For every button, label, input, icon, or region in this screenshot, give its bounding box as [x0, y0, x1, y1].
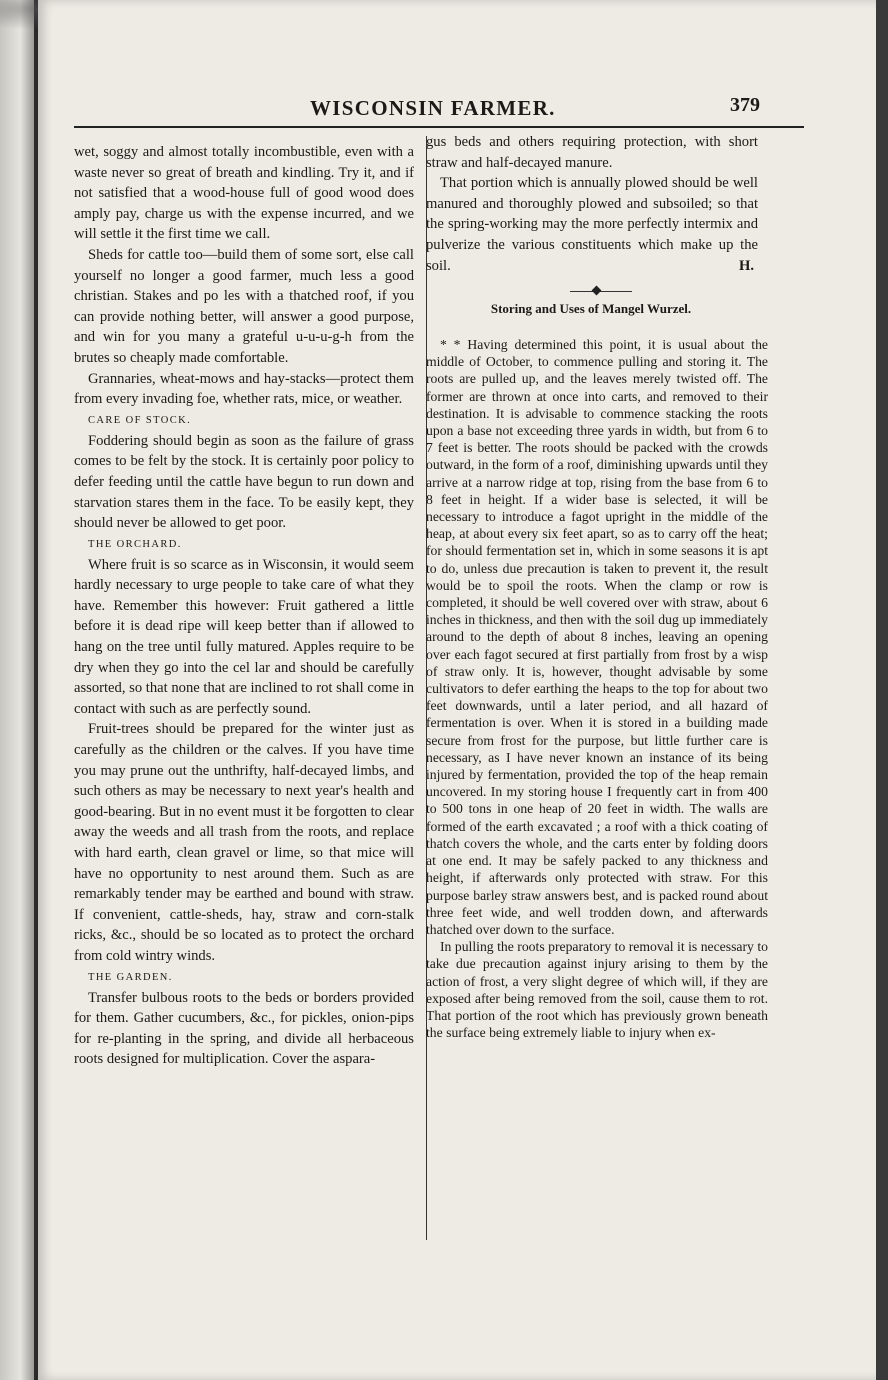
right-column-article — [426, 336, 768, 1236]
previous-page-edge — [0, 0, 34, 1380]
section-heading: THE ORCHARD. — [88, 538, 182, 550]
article-divider — [570, 291, 632, 292]
paragraph: wet, soggy and almost totally incombustible, even with a waste never so great of breath and kindling. Try it, and if not satisfied that a wood-house full of good wood does amply pay, charge us with the expense incurred, and we will settle it the first time we call. — [74, 144, 414, 243]
paragraph: * * Having determined this point, it is usual about the middle of October, to commence pulling and storing it. The roots are pulled up, and the leaves merely twisted off. The former are thrown at once into carts, and removed to their destination. It is advisable to commence stacking the roots upon a base not exceeding three yards in width, but from 6 to 7 feet is better. The roots should be packed with the crowds outward, in the form of a roof, diminishing upwards until they arrive at a narrow ridge at top, rising from the base from 6 to 8 feet in height. If a wider base is selected, it will be necessary to introduce a fagot upright in the middle of the heap, at about every six feet apart, so as to carry off the heat; for should fermentation set in, which in some seasons it is apt to do, unless due precaution is taken to prevent it, the result would be to spoil the roots. When the clamp or row is completed, it should be well covered over with straw, about 6 inches in thickness, and then with the soil dug up immediately around to the depth of about 8 inches, leaving an opening over each fagot secured at first partially from frost by a wisp of straw only. It is, however, thought advisable by some cultivators to defer earthing the heaps to the top for about two feet downwards, until a later period, and all hazard of fermentation is over. When it is stored in a building made secure from frost for the purpose, but little further care is necessary, as I have never known an instance of its being injured by fermentation, provided the top of the heap remain uncovered. In my storing house I frequently cart in from 400 to 500 tons in one heap of 20 feet in width. The walls are formed of the earth excavated ; a roof with a thick coating of thatch covers the whole, and the carts enter by folding doors at one end. It may be safely packed to any thickness and height, if afterwards only protected with straw. For this purpose barley straw answers best, and is packed round about three feet wide, and well trodden down, and afterwards thatched over down to the surface. — [426, 337, 768, 937]
paragraph: Sheds for cattle too—build them of some sort, else call yourself no longer a good farmer, much less a good christian. Stakes and po les with a thatched roof, if you can provide nothing better, will answer a good purpose, and win for you many a grateful u-u-u-g-h from the brutes so cheaply made comfortable. — [74, 246, 414, 366]
paragraph-text: That portion which is annually plowed should be well manured and thoroughly plowed and subsoiled; so that the spring-working may the more perfectly intermix and pulverize the various constituents which make up the soil. — [426, 175, 758, 274]
paragraph: Fruit-trees should be prepared for the winter just as carefully as the children or the calves. If you have time you may prune out the unthrifty, half-decayed limbs, and such others as may be necessary to next year's health and good-bearing. But in no event must it be forgotten to clear away the weeds and all trash from the roots, and replace with hard earth, clean gravel or lime, so that mice will have no opportunity to nest around them. Such as are remarkably tender may be earthed and bound with straw. If convenient, cattle-sheds, hay, straw and corn-stalk ricks, &c., should be so located as to protect the orchard from cold wintry winds. — [74, 721, 414, 964]
section-heading: THE GARDEN. — [88, 971, 173, 983]
signature: H. — [739, 257, 754, 274]
article-title: Storing and Uses of Mangel Wurzel. — [490, 301, 692, 316]
section-heading: CARE OF STOCK. — [88, 414, 192, 426]
paragraph: Where fruit is so scarce as in Wisconsin, it would seem hardly necessary to urge people to take care of what they have. Remember this however: Fruit gathered a little before it is dead ripe will keep better than if allowed to hang on the tree until fully matured. Apples require to be dry when they go into the cel lar and should be carefully assorted, so that none that are inclined to rot shall come in contact with such as are perfectly sound. — [74, 556, 414, 717]
paragraph: Grannaries, wheat-mows and hay-stacks—protect them from every invading foe, whether rats, mice, or weather. — [74, 370, 414, 408]
page — [38, 0, 880, 1380]
paragraph: gus beds and others requiring protection, with short straw and half-decayed manure. — [426, 134, 758, 171]
left-column — [74, 142, 414, 1238]
paragraph: Transfer bulbous roots to the beds or borders provided for them. Gather cucumbers, &c., for pickles, onion-pips for re-planting in the spring, and divide all herbaceous roots designed for multiplication. Cover the aspara- — [74, 989, 414, 1068]
right-column-top — [426, 132, 758, 292]
page-number: 379 — [730, 94, 760, 116]
paragraph: Foddering should begin as soon as the failure of grass comes to be felt by the stock. It is certainly poor policy to defer feeding until the cattle have begun to run down and starvation stares them in the face. To be easily kept, they should never be allowed to get poor. — [74, 432, 414, 532]
running-title: WISCONSIN FARMER. — [310, 96, 556, 120]
paragraph — [426, 173, 758, 276]
paragraph: In pulling the roots preparatory to removal it is necessary to take due precaution against injury arising to them by the action of frost, a very slight degree of which will, if they are exposed after being removed from the soil, cause them to rot. That portion of the root which has previously grown beneath the surface being extremely liable to injury when ex- — [426, 939, 768, 1041]
scan-right-edge — [876, 0, 888, 1380]
header-rule — [74, 126, 804, 128]
